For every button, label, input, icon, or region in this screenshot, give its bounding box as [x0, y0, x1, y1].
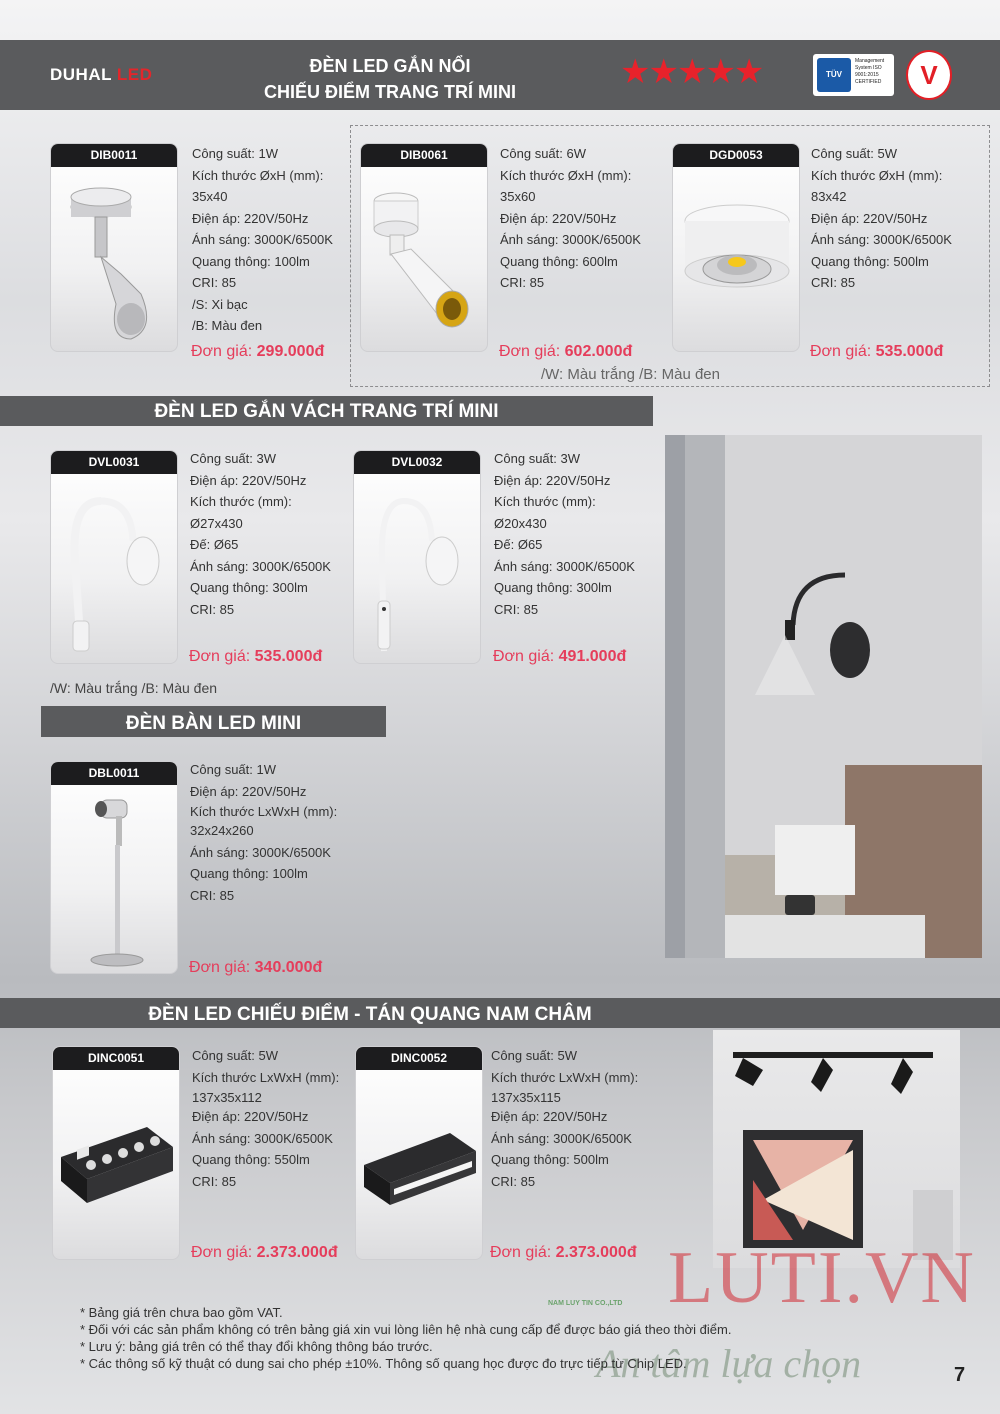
spec-line: Ánh sáng: 3000K/6500K — [192, 232, 333, 247]
page-number: 7 — [954, 1364, 966, 1386]
spec-line: CRI: 85 — [190, 887, 235, 903]
spec-line: Điện áp: 220V/50Hz — [500, 210, 617, 226]
spec-line: Ánh sáng: 3000K/6500K — [811, 232, 952, 247]
footer-note: * Đối với các sản phẩm không có trên bảng giá xin vui lòng liên hệ nhà cung cấp để được báo giá theo thời điểm. — [80, 1322, 732, 1337]
spec-line: Ø27x430 — [190, 515, 243, 531]
spec-line: Công suất: 6W — [500, 146, 586, 161]
room-photo — [665, 435, 982, 958]
footer-notes — [80, 1304, 731, 1372]
spec-line: Kích thước ØxH (mm): — [192, 167, 324, 183]
tuv-text: Management System ISO 9001:2015 CERTIFIED — [855, 58, 885, 85]
specs-dgd0053 — [811, 143, 952, 294]
footer-note: * Các thông số kỹ thuật có dung sai cho phép ±10%. Thông số quang học được đo trực tiếp từ Chip LED. — [80, 1356, 687, 1371]
spec-line: Ánh sáng: 3000K/6500K — [494, 558, 635, 574]
product-image-dib0061 — [360, 143, 488, 352]
spec-line: Quang thông: 300lm — [494, 580, 612, 595]
price-value: 602.000đ — [564, 343, 633, 360]
badge-letter: V — [920, 60, 938, 90]
price-label: Đơn giá: — [499, 343, 565, 360]
price-dinc0051 — [191, 1244, 338, 1262]
price-dib0011 — [191, 343, 324, 361]
spec-line: CRI: 85 — [491, 1173, 536, 1189]
spec-line: Quang thông: 550lm — [192, 1152, 310, 1167]
spec-line: CRI: 85 — [494, 601, 539, 617]
watermark-site: LUTI.VN — [668, 1237, 976, 1319]
spec-line: Điện áp: 220V/50Hz — [491, 1109, 608, 1124]
brand-name: DUHAL — [50, 65, 117, 84]
price-label: Đơn giá: — [191, 1244, 257, 1261]
spec-line: Điện áp: 220V/50Hz — [192, 1109, 309, 1124]
spec-line: Quang thông: 100lm — [192, 253, 310, 269]
spec-line: 137x35x112 — [192, 1090, 262, 1105]
price-dinc0052 — [490, 1244, 637, 1262]
spec-line: Công suất: 5W — [491, 1048, 577, 1063]
product-image-dib0011 — [50, 143, 178, 352]
section-title-table-lamp: ĐÈN BÀN LED MINI — [41, 706, 386, 737]
spec-line: Công suất: 3W — [190, 451, 276, 466]
spec-line: Quang thông: 300lm — [190, 580, 308, 595]
price-label: Đơn giá: — [810, 343, 876, 360]
spec-line: Kích thước LxWxH (mm): — [192, 1069, 340, 1085]
specs-dinc0051 — [192, 1045, 339, 1192]
spec-line: Đế: Ø65 — [190, 537, 239, 552]
wall-color-options-note: /W: Màu trắng /B: Màu đen — [50, 680, 218, 696]
spec-line: Quang thông: 100lm — [190, 866, 308, 881]
spec-line: Ánh sáng: 3000K/6500K — [192, 1130, 333, 1146]
spotlight-silver-icon — [61, 179, 169, 344]
price-dbl0011 — [189, 959, 322, 977]
spec-line: Công suất: 1W — [192, 146, 278, 161]
specs-dib0061 — [500, 143, 641, 294]
spec-line: Điện áp: 220V/50Hz — [190, 783, 307, 799]
spec-line: Kích thước ØxH (mm): — [500, 167, 632, 183]
spec-line: CRI: 85 — [190, 601, 235, 617]
spec-line: Ánh sáng: 3000K/6500K — [500, 232, 641, 247]
rating-stars-icon: ★★★★★ — [620, 53, 763, 91]
spec-line: Quang thông: 500lm — [811, 253, 929, 269]
room-scene-image — [665, 435, 982, 958]
price-value: 491.000đ — [558, 648, 627, 665]
table-lamp-silver-icon — [71, 790, 161, 972]
brand-led: LED — [116, 65, 153, 84]
product-code: DIB0011 — [51, 144, 177, 167]
price-value: 2.373.000đ — [256, 1244, 338, 1261]
spec-line: Công suất: 3W — [494, 451, 580, 466]
product-code: DINC0052 — [356, 1047, 482, 1070]
wall-lamp-white-icon — [61, 481, 169, 661]
track-light-scene-image — [713, 1030, 960, 1268]
page-title — [240, 53, 540, 105]
spec-line: CRI: 85 — [500, 275, 545, 290]
color-options-note: /W: Màu trắng /B: Màu đen — [541, 366, 720, 383]
magnetic-linear-black-icon — [360, 1117, 480, 1227]
spec-line: Kích thước (mm): — [190, 494, 292, 509]
product-image-dvl0031 — [50, 450, 178, 664]
price-dgd0053 — [810, 343, 943, 361]
spotlight-white-gold-icon — [366, 179, 484, 344]
spec-line: Ánh sáng: 3000K/6500K — [190, 558, 331, 574]
spec-line: CRI: 85 — [192, 275, 237, 290]
product-code: DINC0051 — [53, 1047, 179, 1070]
section-title-wall: ĐÈN LED GẮN VÁCH TRANG TRÍ MINI — [0, 396, 653, 426]
product-code: DIB0061 — [361, 144, 487, 167]
tuv-icon: TÜV — [817, 58, 851, 92]
vietnam-quality-badge-icon — [906, 50, 952, 100]
spec-line: /B: Màu đen — [192, 318, 263, 333]
spec-line: 32x24x260 — [190, 823, 254, 838]
spec-line: Công suất: 5W — [811, 146, 897, 161]
price-label: Đơn giá: — [189, 959, 255, 976]
watermark-slogan: An tâm lựa chọn — [596, 1341, 862, 1386]
product-image-dgd0053 — [672, 143, 800, 352]
price-dvl0032 — [493, 648, 626, 666]
spec-line: Kích thước LxWxH (mm): — [190, 804, 338, 819]
spec-line: Điện áp: 220V/50Hz — [192, 210, 309, 226]
spec-line: Ánh sáng: 3000K/6500K — [190, 844, 331, 860]
product-code: DVL0031 — [51, 451, 177, 474]
spec-line: 83x42 — [811, 189, 847, 204]
footer-note: * Bảng giá trên chưa bao gồm VAT. — [80, 1305, 283, 1320]
price-value: 535.000đ — [875, 343, 944, 360]
product-image-dinc0052 — [355, 1046, 483, 1260]
price-dib0061 — [499, 343, 632, 361]
spec-line: Điện áp: 220V/50Hz — [190, 472, 307, 488]
price-label: Đơn giá: — [493, 648, 559, 665]
price-value: 299.000đ — [256, 343, 325, 360]
product-code: DBL0011 — [51, 762, 177, 785]
price-label: Đơn giá: — [189, 648, 255, 665]
spec-line: Ánh sáng: 3000K/6500K — [491, 1130, 632, 1146]
price-label: Đơn giá: — [490, 1244, 556, 1261]
footer-note: * Lưu ý: bảng giá trên có thể thay đổi không thông báo trước. — [80, 1339, 433, 1354]
product-code: DGD0053 — [673, 144, 799, 167]
product-image-dvl0032 — [353, 450, 481, 664]
price-label: Đơn giá: — [191, 343, 257, 360]
magnetic-spot-black-icon — [57, 1107, 177, 1227]
price-value: 535.000đ — [254, 648, 323, 665]
spec-line: /S: Xi bạc — [192, 296, 248, 312]
track-light-photo — [713, 1030, 960, 1268]
page-header — [0, 40, 1000, 110]
price-dvl0031 — [189, 648, 322, 666]
specs-dvl0032 — [494, 448, 635, 620]
price-value: 2.373.000đ — [555, 1244, 637, 1261]
downlight-white-icon — [681, 199, 793, 319]
watermark-company: NAM LUY TIN CO.,LTD — [548, 1300, 623, 1307]
spec-line: Đế: Ø65 — [494, 537, 543, 552]
spec-line: Kích thước (mm): — [494, 494, 596, 509]
spec-line: CRI: 85 — [811, 275, 856, 290]
spec-line: 35x60 — [500, 189, 536, 204]
specs-dbl0011 — [190, 759, 337, 906]
spec-line: Kích thước LxWxH (mm): — [491, 1069, 639, 1085]
spec-line: Công suất: 1W — [190, 762, 276, 777]
spec-line: Công suất: 5W — [192, 1048, 278, 1063]
section-title-magnetic: ĐÈN LED CHIẾU ĐIỂM - TÁN QUANG NAM CHÂM — [0, 998, 1000, 1028]
spec-line: CRI: 85 — [192, 1173, 237, 1189]
product-code: DVL0032 — [354, 451, 480, 474]
tuv-certification-logo — [813, 54, 894, 96]
specs-dinc0052 — [491, 1045, 638, 1192]
title-line-1: ĐÈN LED GẮN NỔI — [309, 56, 471, 76]
spec-line: Quang thông: 500lm — [491, 1152, 609, 1167]
product-image-dbl0011 — [50, 761, 178, 974]
price-value: 340.000đ — [254, 959, 323, 976]
wall-lamp-slim-icon — [364, 481, 472, 661]
spec-line: Quang thông: 600lm — [500, 253, 618, 269]
product-image-dinc0051 — [52, 1046, 180, 1260]
specs-dib0011 — [192, 143, 333, 337]
spec-line: Ø20x430 — [494, 515, 547, 531]
spec-line: Điện áp: 220V/50Hz — [811, 210, 928, 226]
title-line-2: CHIẾU ĐIỂM TRANG TRÍ MINI — [264, 82, 516, 102]
spec-line: 35x40 — [192, 189, 228, 204]
brand-logo — [50, 65, 152, 85]
spec-line: 137x35x115 — [491, 1090, 561, 1105]
specs-dvl0031 — [190, 448, 331, 620]
spec-line: Kích thước ØxH (mm): — [811, 167, 943, 183]
spec-line: Điện áp: 220V/50Hz — [494, 472, 611, 488]
